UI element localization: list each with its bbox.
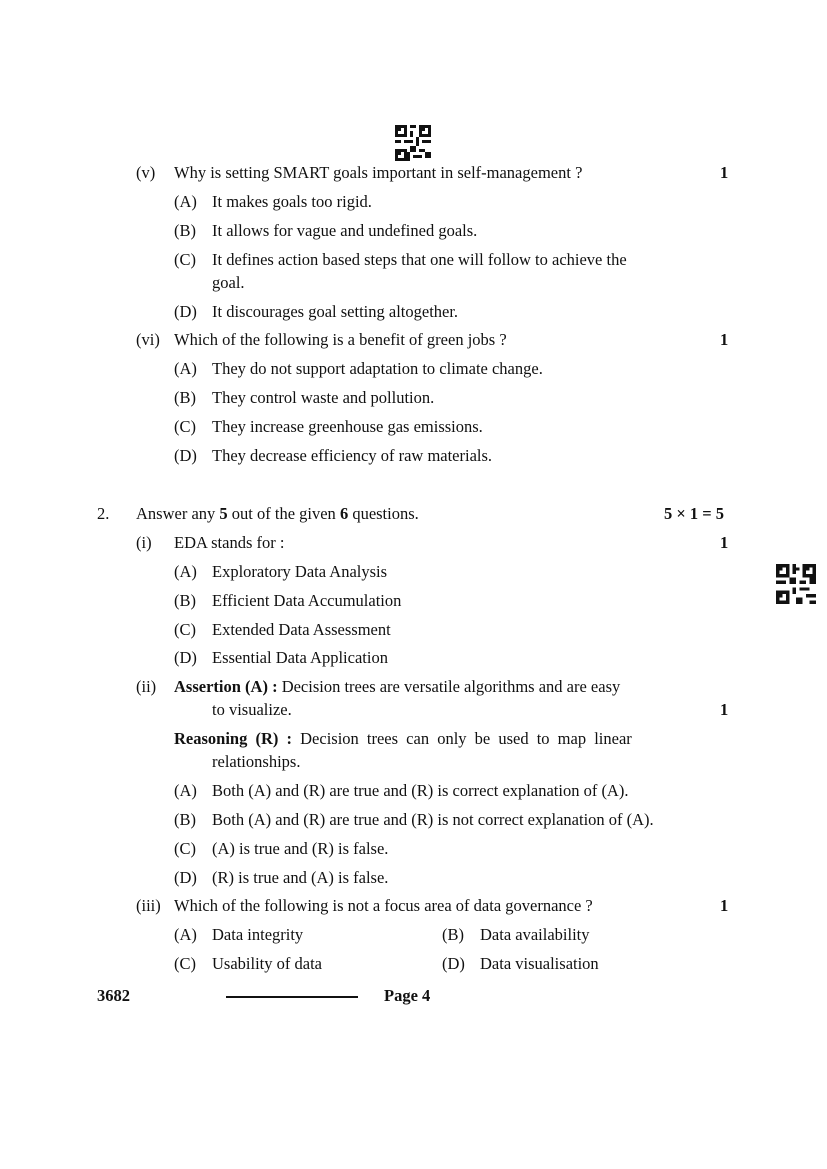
option-label: (B) — [442, 925, 464, 944]
instruction-text: questions. — [348, 504, 419, 523]
option-text: It allows for vague and undefined goals. — [212, 221, 478, 240]
option-text: They do not support adaptation to climate change. — [212, 359, 543, 378]
question-text: Which of the following is not a focus area of data governance ? — [174, 896, 593, 915]
option-text: Data integrity — [212, 925, 304, 944]
option-text: Usability of data — [212, 954, 322, 973]
option-label: (B) — [174, 591, 196, 610]
question-text: Why is setting SMART goals important in self-management ? — [174, 163, 583, 182]
option-text: Data availability — [480, 925, 590, 944]
reasoning-label: Reasoning (R) : — [174, 729, 292, 748]
option-text: They decrease efficiency of raw materials. — [212, 446, 493, 465]
reasoning-text: Decision trees can only be used to map linear — [292, 729, 632, 748]
option-label: (C) — [174, 250, 196, 269]
option-text: Both (A) and (R) are true and (R) is correct explanation of (A). — [212, 781, 629, 800]
option-label: (C) — [174, 620, 196, 639]
option-text: Exploratory Data Analysis — [212, 562, 388, 581]
question-marks: 1 — [720, 533, 729, 552]
question-number: (vi) — [136, 330, 160, 349]
option-label: (D) — [174, 446, 197, 465]
option-text: It defines action based steps that one will follow to achieve the — [212, 250, 627, 269]
assertion-text: Decision trees are versatile algorithms and are easy — [277, 677, 621, 696]
assertion-text-continued: to visualize. — [212, 700, 292, 719]
option-label: (B) — [174, 388, 196, 407]
option-label: (A) — [174, 562, 197, 581]
assertion-label: Assertion (A) : — [174, 677, 278, 696]
question-text: Which of the following is a benefit of green jobs ? — [174, 330, 507, 349]
question-number: (ii) — [136, 677, 157, 696]
reasoning-text-continued: relationships. — [212, 752, 301, 771]
option-label: (A) — [174, 925, 197, 944]
option-label: (D) — [174, 302, 197, 321]
option-text: They increase greenhouse gas emissions. — [212, 417, 483, 436]
question-text: EDA stands for : — [174, 533, 285, 552]
reasoning — [174, 729, 632, 749]
option-label: (C) — [174, 954, 196, 973]
question-number: (iii) — [136, 896, 161, 915]
option-text: It discourages goal setting altogether. — [212, 302, 459, 321]
section-instruction — [136, 504, 419, 524]
question-marks: 1 — [720, 896, 729, 915]
option-label: (D) — [442, 954, 465, 973]
option-label: (B) — [174, 221, 196, 240]
page-number: Page 4 — [384, 986, 431, 1005]
option-text: Essential Data Application — [212, 648, 388, 667]
option-text: It makes goals too rigid. — [212, 192, 372, 211]
option-text: (A) is true and (R) is false. — [212, 839, 389, 858]
option-text: Both (A) and (R) are true and (R) is not correct explanation of (A). — [212, 810, 654, 829]
instruction-total: 6 — [339, 504, 349, 523]
question-number: (v) — [136, 163, 156, 182]
instruction-count: 5 — [219, 504, 228, 523]
option-text: Extended Data Assessment — [212, 620, 391, 639]
option-text: Efficient Data Accumulation — [212, 591, 402, 610]
option-label: (C) — [174, 839, 196, 858]
question-marks: 1 — [720, 330, 729, 349]
assertion — [174, 677, 620, 697]
question-number: (i) — [136, 533, 152, 552]
option-label: (A) — [174, 192, 197, 211]
question-marks: 1 — [720, 163, 729, 182]
option-label: (A) — [174, 359, 197, 378]
option-text-continued: goal. — [212, 273, 245, 292]
option-label: (D) — [174, 648, 197, 667]
option-text: Data visualisation — [480, 954, 599, 973]
instruction-text: Answer any — [136, 504, 220, 523]
side-qr-code-icon — [776, 564, 816, 604]
question-marks: 1 — [720, 700, 729, 719]
top-qr-code-icon — [395, 125, 431, 161]
section-number: 2. — [97, 504, 110, 523]
option-label: (D) — [174, 868, 197, 887]
instruction-text: out of the given — [227, 504, 340, 523]
option-text: They control waste and pollution. — [212, 388, 435, 407]
section-marks: 5 × 1 = 5 — [664, 504, 725, 523]
option-text: (R) is true and (A) is false. — [212, 868, 389, 887]
option-label: (C) — [174, 417, 196, 436]
option-label: (A) — [174, 781, 197, 800]
paper-code: 3682 — [97, 986, 130, 1005]
option-label: (B) — [174, 810, 196, 829]
footer-divider — [226, 996, 358, 998]
